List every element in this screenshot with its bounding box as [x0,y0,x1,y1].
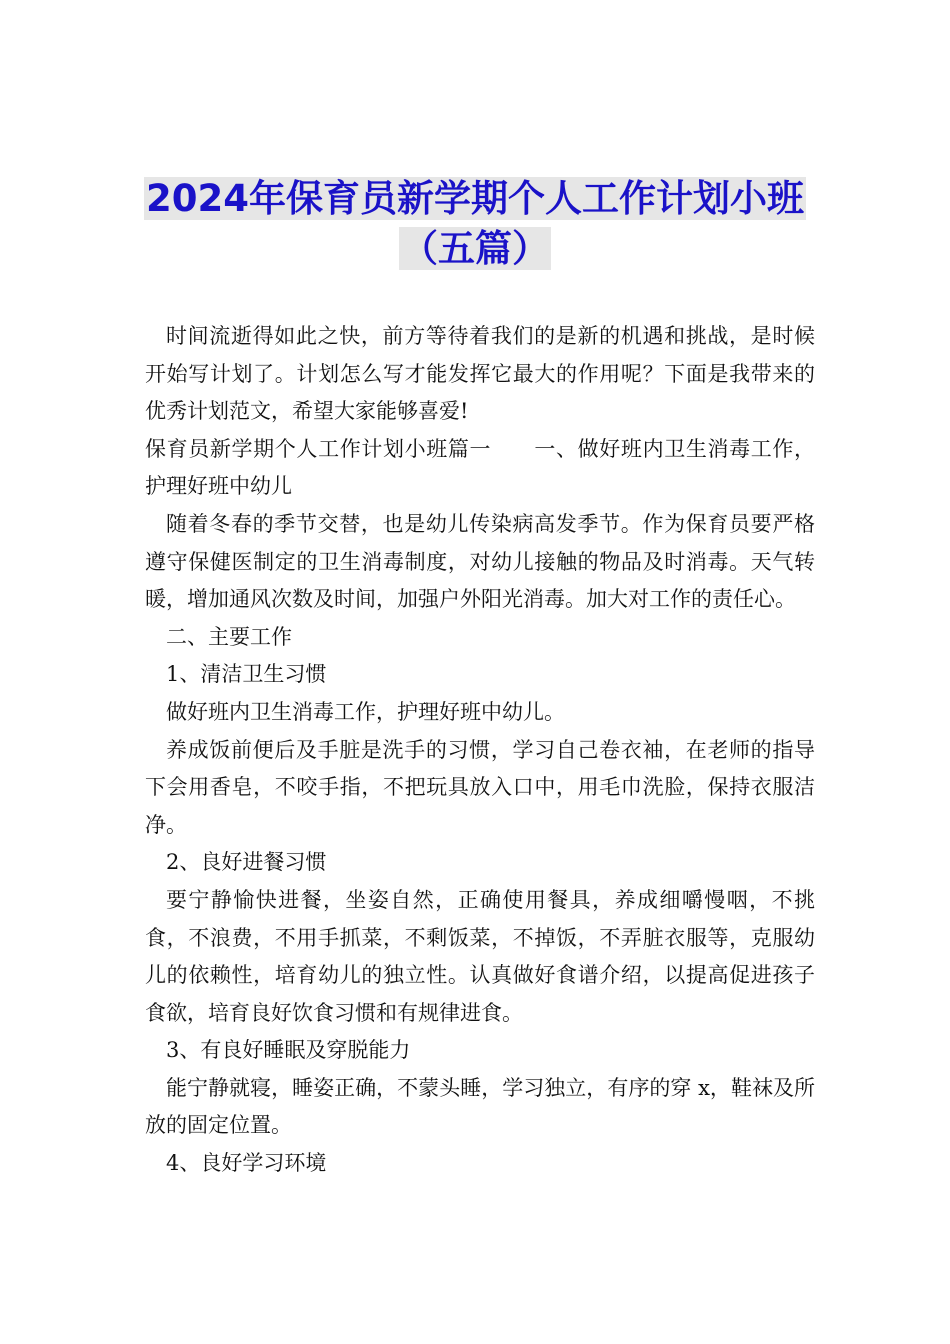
body-paragraph: 要宁静愉快进餐，坐姿自然，正确使用餐具，养成细嚼慢咽，不挑食，不浪费，不用手抓菜，不剩饭菜，不掉饭，不弄脏衣服等，克服幼儿的依赖性，培育幼儿的独立性。认真做好食谱介绍，以提高促进孩子食欲，培育良好饮食习惯和有规律进食。 [145,887,815,1025]
subsection-heading: 4、良好学习环境 [166,1151,327,1176]
body-paragraph: 随着冬春的季节交替，也是幼儿传染病高发季节。作为保育员要严格遵守保健医制定的卫生消毒制度，对幼儿接触的物品及时消毒。天气转暖，增加通风次数及时间，加强户外阳光消毒。加大对工作的责任心。 [145,511,815,612]
subsection-heading: 1、清洁卫生习惯 [166,662,327,687]
document-title-line-2: （五篇） [401,227,549,270]
intro-paragraph: 时间流逝得如此之快，前方等待着我们的是新的机遇和挑战，是时候开始写计划了。计划怎么写才能发挥它最大的作用呢？下面是我带来的优秀计划范文，希望大家能够喜爱! [145,324,815,424]
subsection-heading: 3、有良好睡眠及穿脱能力 [166,1038,411,1063]
body-paragraph: 养成饭前便后及手脏是洗手的习惯，学习自己卷衣袖，在老师的指导下会用香皂，不咬手指，不把玩具放入口中，用毛巾洗脸，保持衣服洁净。 [145,737,815,837]
body-paragraph: 能宁静就寝，睡姿正确，不蒙头睡，学习独立，有序的穿 x，鞋袜及所放的固定位置。 [145,1075,815,1138]
section-heading-paragraph: 保育员新学期个人工作计划小班篇一 一、做好班内卫生消毒工作，护理好班中幼儿 [145,436,815,499]
document-body [145,318,815,1183]
document-title-line-1: 2024年保育员新学期个人工作计划小班 [146,177,804,220]
body-paragraph: 做好班内卫生消毒工作，护理好班中幼儿。 [166,699,565,724]
subsection-heading: 2、良好进餐习惯 [166,850,327,875]
section-heading: 二、主要工作 [166,624,292,649]
